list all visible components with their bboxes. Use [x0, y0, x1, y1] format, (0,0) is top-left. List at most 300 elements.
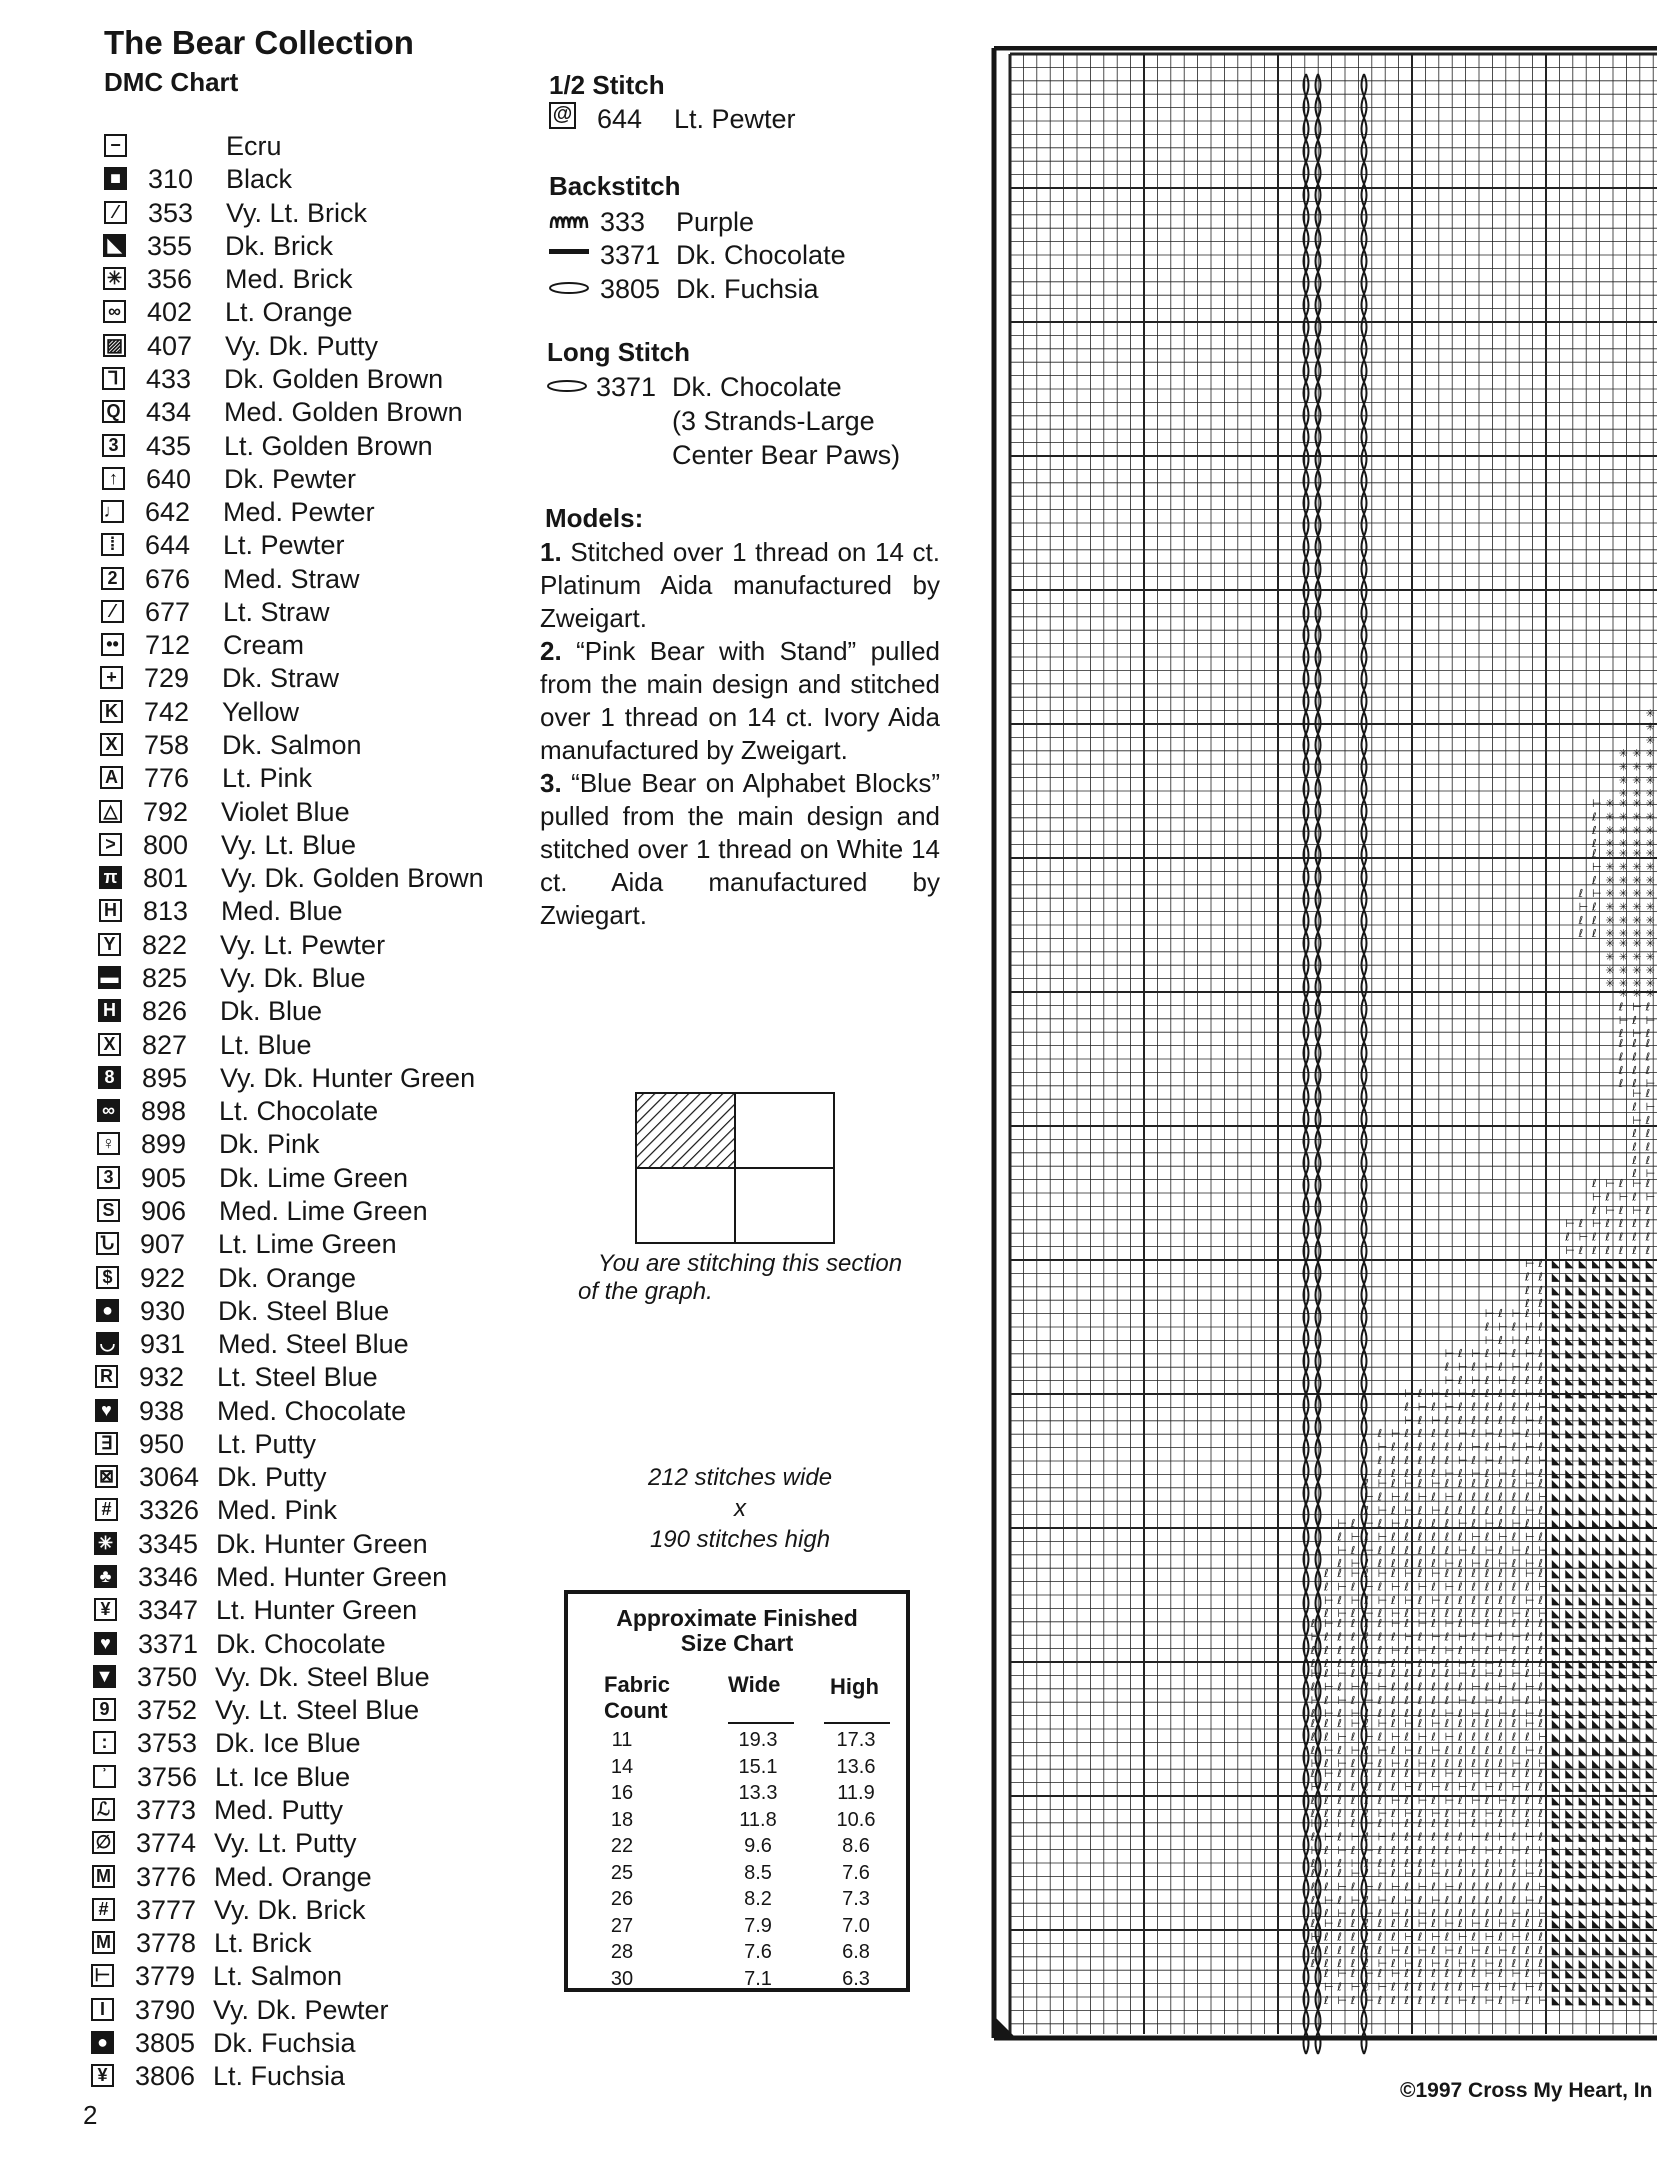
svg-text:ℓ: ℓ	[1404, 1580, 1409, 1594]
svg-text:ℓ: ℓ	[1618, 1077, 1624, 1091]
svg-text:⊢: ⊢	[1538, 1333, 1548, 1347]
svg-text:ℓ: ℓ	[1391, 1767, 1396, 1780]
svg-text:◣: ◣	[1565, 1617, 1574, 1630]
wavy-line-icon	[549, 210, 593, 234]
svg-text:ℓ: ℓ	[1511, 1767, 1517, 1780]
svg-text:⊢: ⊢	[1525, 1830, 1535, 1844]
svg-text:ℓ: ℓ	[1498, 1957, 1503, 1971]
svg-text:⊢: ⊢	[1525, 1477, 1535, 1490]
svg-text:◣: ◣	[1618, 1643, 1628, 1657]
legend-symbol: Q	[102, 400, 125, 423]
svg-text:ℓ: ℓ	[1404, 1907, 1409, 1921]
svg-text:◣: ◣	[1605, 1543, 1614, 1557]
svg-text:ℓ: ℓ	[1458, 1503, 1463, 1517]
svg-text:◣: ◣	[1592, 1743, 1601, 1757]
svg-text:ℓ: ℓ	[1377, 1643, 1383, 1657]
svg-text:⊢: ⊢	[1458, 1693, 1468, 1707]
svg-text:ℓ: ℓ	[1498, 1780, 1503, 1794]
svg-text:ℓ: ℓ	[1498, 1693, 1503, 1707]
svg-text:◣: ◣	[1605, 1490, 1614, 1504]
svg-text:◣: ◣	[1645, 1467, 1655, 1481]
svg-text:ℓ: ℓ	[1324, 1667, 1329, 1680]
model-item: 1. Stitched over 1 thread on 14 ct. Platinum Aida manufactured by Zweigart.	[540, 537, 940, 633]
svg-text:✳: ✳	[1645, 937, 1655, 950]
svg-text:ℓ: ℓ	[1484, 1893, 1490, 1907]
svg-text:ℓ: ℓ	[1538, 1503, 1543, 1517]
svg-text:ℓ: ℓ	[1444, 1517, 1450, 1530]
legend-color-name: Lt. Orange	[225, 297, 353, 328]
svg-text:ℓ: ℓ	[1484, 1880, 1490, 1894]
svg-text:ℓ: ℓ	[1471, 1843, 1476, 1857]
svg-text:⊢: ⊢	[1471, 1793, 1481, 1807]
svg-text:ℓ: ℓ	[1618, 1063, 1624, 1077]
svg-text:◣: ◣	[1592, 1400, 1601, 1414]
svg-text:ℓ: ℓ	[1377, 1427, 1383, 1440]
legend-symbol: ♥	[95, 1399, 118, 1422]
svg-text:◣: ◣	[1632, 1347, 1641, 1360]
svg-text:◣: ◣	[1592, 1643, 1601, 1657]
svg-text:◣: ◣	[1551, 1580, 1561, 1594]
svg-text:ℓ: ℓ	[1538, 1557, 1543, 1571]
svg-text:◣: ◣	[1605, 1880, 1614, 1894]
svg-text:✳: ✳	[1618, 810, 1629, 824]
svg-text:ℓ: ℓ	[1484, 1717, 1490, 1730]
svg-text:ℓ: ℓ	[1471, 1453, 1476, 1467]
svg-text:⊢: ⊢	[1458, 1517, 1468, 1530]
svg-text:◣: ◣	[1565, 1857, 1574, 1871]
svg-text:⊢: ⊢	[1538, 1667, 1548, 1680]
svg-text:ℓ: ℓ	[1484, 1857, 1490, 1871]
svg-text:◣: ◣	[1578, 1657, 1588, 1671]
svg-text:◣: ◣	[1605, 1557, 1614, 1571]
svg-text:ℓ: ℓ	[1377, 1780, 1383, 1794]
model-item: 3. “Blue Bear on Alphabet Blocks” pulled from the main design and stitched over 1 thread on White 14 ct. Aida manufactured by Zwiegart.	[540, 768, 940, 930]
svg-text:ℓ: ℓ	[1511, 1793, 1517, 1807]
svg-text:⊢: ⊢	[1417, 1580, 1428, 1594]
svg-text:ℓ: ℓ	[1645, 1140, 1651, 1154]
svg-text:◣: ◣	[1551, 1980, 1561, 1994]
svg-text:ℓ: ℓ	[1417, 1630, 1423, 1644]
svg-text:ℓ: ℓ	[1484, 1593, 1490, 1607]
svg-text:⊢: ⊢	[1525, 1257, 1535, 1270]
page-title: The Bear Collection	[104, 24, 414, 61]
wide-cell: 9.6	[744, 1835, 772, 1857]
svg-text:⊢: ⊢	[1471, 1467, 1481, 1481]
legend-symbol: X	[98, 1033, 121, 1056]
high-cell: 6.3	[842, 1967, 870, 1990]
svg-text:ℓ: ℓ	[1525, 1943, 1530, 1957]
svg-text:◣: ◣	[1618, 1893, 1628, 1907]
svg-text:ℓ: ℓ	[1538, 1347, 1543, 1360]
legend-color-name: Lt. Blue	[220, 1029, 312, 1060]
svg-text:◣: ◣	[1632, 1607, 1641, 1621]
svg-text:ℓ: ℓ	[1618, 1050, 1624, 1064]
svg-text:✳: ✳	[1632, 787, 1642, 801]
svg-text:⊢: ⊢	[1404, 1503, 1414, 1517]
svg-text:◣: ◣	[1592, 1517, 1601, 1530]
svg-text:◣: ◣	[1618, 1503, 1628, 1517]
svg-text:◣: ◣	[1592, 1630, 1601, 1644]
high-cell: 10.6	[836, 1808, 876, 1831]
svg-text:◣: ◣	[1632, 1477, 1641, 1490]
legend-color-name: Vy. Dk. Steel Blue	[215, 1661, 430, 1692]
svg-text:⊢: ⊢	[1364, 1667, 1374, 1680]
svg-text:ℓ: ℓ	[1538, 1957, 1543, 1971]
svg-text:ℓ: ℓ	[1324, 1757, 1329, 1771]
svg-text:◣: ◣	[1592, 1693, 1601, 1707]
legend-symbol: ∅	[92, 1831, 115, 1854]
svg-text:ℓ: ℓ	[1444, 1680, 1450, 1694]
svg-text:ℓ: ℓ	[1511, 1440, 1517, 1454]
svg-text:ℓ: ℓ	[1511, 1643, 1517, 1657]
svg-text:◣: ◣	[1618, 1757, 1628, 1771]
svg-text:◣: ◣	[1632, 1630, 1641, 1644]
svg-text:ℓ: ℓ	[1471, 1807, 1476, 1821]
svg-text:ℓ: ℓ	[1498, 1630, 1503, 1644]
svg-text:✳: ✳	[1632, 963, 1642, 977]
svg-text:◣: ◣	[1592, 1943, 1601, 1957]
svg-text:ℓ: ℓ	[1592, 1203, 1597, 1217]
svg-text:◣: ◣	[1578, 1930, 1588, 1944]
svg-text:◣: ◣	[1645, 1780, 1655, 1794]
legend-color-name: Dk. Steel Blue	[218, 1295, 390, 1326]
svg-text:⊢: ⊢	[1431, 1387, 1441, 1400]
svg-text:◣: ◣	[1632, 1917, 1641, 1930]
svg-text:✳: ✳	[1632, 913, 1642, 927]
svg-text:⊢: ⊢	[1417, 1907, 1428, 1921]
svg-text:⊢: ⊢	[1645, 1167, 1656, 1181]
svg-text:◣: ◣	[1578, 1567, 1588, 1580]
svg-text:⊢: ⊢	[1538, 1543, 1548, 1557]
svg-text:✳: ✳	[1618, 913, 1629, 927]
svg-text:ℓ: ℓ	[1458, 1567, 1463, 1580]
svg-text:ℓ: ℓ	[1592, 810, 1597, 824]
svg-text:◣: ◣	[1551, 1440, 1561, 1454]
svg-text:ℓ: ℓ	[1444, 1757, 1450, 1771]
svg-text:ℓ: ℓ	[1525, 1360, 1530, 1374]
svg-text:ℓ: ℓ	[1431, 1643, 1436, 1657]
svg-text:ℓ: ℓ	[1364, 1743, 1369, 1757]
svg-text:ℓ: ℓ	[1337, 1657, 1342, 1671]
svg-text:◣: ◣	[1605, 1333, 1614, 1347]
svg-text:ℓ: ℓ	[1417, 1503, 1423, 1517]
svg-text:⊢: ⊢	[1431, 1503, 1441, 1517]
svg-text:ℓ: ℓ	[1538, 1917, 1543, 1930]
svg-text:ℓ: ℓ	[1324, 1567, 1329, 1580]
svg-text:ℓ: ℓ	[1391, 1693, 1396, 1707]
svg-text:◣: ◣	[1578, 1373, 1588, 1387]
svg-text:⊢: ⊢	[1404, 1780, 1414, 1794]
svg-text:⊢: ⊢	[1350, 1980, 1361, 1994]
svg-text:◣: ◣	[1551, 1867, 1561, 1880]
svg-text:◣: ◣	[1578, 1530, 1588, 1544]
svg-text:ℓ: ℓ	[1471, 1667, 1476, 1680]
svg-text:ℓ: ℓ	[1471, 1907, 1476, 1921]
svg-text:◣: ◣	[1578, 1717, 1588, 1730]
svg-text:◣: ◣	[1592, 1957, 1601, 1971]
svg-text:◣: ◣	[1551, 1530, 1561, 1544]
svg-text:◣: ◣	[1578, 1993, 1588, 2007]
svg-text:✳: ✳	[1645, 760, 1655, 774]
svg-text:ℓ: ℓ	[1645, 1177, 1651, 1190]
svg-text:◣: ◣	[1618, 1453, 1628, 1467]
svg-text:ℓ: ℓ	[1337, 1793, 1342, 1807]
svg-text:◣: ◣	[1645, 1957, 1655, 1971]
svg-text:◣: ◣	[1632, 1743, 1641, 1757]
svg-text:⊢: ⊢	[1417, 1607, 1428, 1621]
svg-text:ℓ: ℓ	[1538, 1387, 1543, 1400]
svg-text:⊢: ⊢	[1391, 1490, 1401, 1504]
svg-text:✳: ✳	[1605, 837, 1615, 851]
svg-text:⊢: ⊢	[1444, 1857, 1455, 1871]
svg-text:ℓ: ℓ	[1417, 1817, 1423, 1830]
svg-text:◣: ◣	[1645, 1270, 1655, 1284]
svg-text:◣: ◣	[1578, 1607, 1588, 1621]
svg-text:ℓ: ℓ	[1511, 1680, 1517, 1694]
svg-text:ℓ: ℓ	[1444, 1657, 1450, 1671]
svg-text:ℓ: ℓ	[1444, 1907, 1450, 1921]
svg-text:ℓ: ℓ	[1364, 1893, 1369, 1907]
svg-text:◣: ◣	[1592, 1477, 1601, 1490]
svg-text:◣: ◣	[1645, 1893, 1655, 1907]
svg-text:⊢: ⊢	[1484, 1780, 1495, 1794]
svg-text:◣: ◣	[1645, 1360, 1655, 1374]
svg-text:◣: ◣	[1618, 1980, 1628, 1994]
svg-text:ℓ: ℓ	[1618, 1230, 1624, 1244]
svg-text:⊢: ⊢	[1458, 1427, 1468, 1440]
svg-text:✳: ✳	[1605, 900, 1615, 914]
svg-text:ℓ: ℓ	[1618, 1243, 1624, 1257]
svg-text:◣: ◣	[1565, 1993, 1574, 2007]
svg-text:◣: ◣	[1618, 1707, 1628, 1721]
svg-text:ℓ: ℓ	[1498, 1743, 1503, 1757]
legend-color-name: Dk. Ice Blue	[215, 1728, 361, 1759]
svg-text:◣: ◣	[1592, 1930, 1601, 1944]
svg-text:⊢: ⊢	[1471, 1680, 1481, 1694]
svg-text:⊢: ⊢	[1310, 1817, 1321, 1830]
svg-text:ℓ: ℓ	[1484, 1917, 1490, 1930]
svg-text:◣: ◣	[1578, 1440, 1588, 1454]
svg-text:ℓ: ℓ	[1444, 1453, 1450, 1467]
svg-text:◣: ◣	[1565, 1830, 1574, 1844]
models-list	[540, 536, 940, 932]
svg-text:◣: ◣	[1645, 1593, 1655, 1607]
svg-text:⊢: ⊢	[1458, 1807, 1468, 1821]
legend-color-name: Med. Lime Green	[219, 1195, 428, 1226]
svg-text:◣: ◣	[1565, 1557, 1574, 1571]
svg-text:ℓ: ℓ	[1565, 1230, 1570, 1244]
fabric-count-cell: 18	[610, 1808, 634, 1831]
svg-text:⊢: ⊢	[1444, 1767, 1455, 1780]
svg-text:ℓ: ℓ	[1417, 1743, 1423, 1757]
svg-text:◣: ◣	[1618, 1320, 1628, 1334]
svg-text:◣: ◣	[1551, 1830, 1561, 1844]
svg-text:◣: ◣	[1645, 1717, 1655, 1730]
legend-color-name: Yellow	[222, 696, 300, 727]
svg-text:ℓ: ℓ	[1431, 1907, 1436, 1921]
svg-text:ℓ: ℓ	[1337, 1807, 1342, 1821]
svg-text:◣: ◣	[1592, 1440, 1601, 1454]
svg-text:◣: ◣	[1645, 1907, 1655, 1921]
legend-color-name: Vy. Dk. Pewter	[213, 1994, 389, 2025]
svg-text:✳: ✳	[1645, 707, 1655, 720]
svg-text:ℓ: ℓ	[1391, 1593, 1396, 1607]
svg-text:ℓ: ℓ	[1391, 1843, 1396, 1857]
legend-symbol: ◣	[103, 234, 126, 257]
svg-text:ℓ: ℓ	[1538, 1413, 1543, 1427]
svg-text:ℓ: ℓ	[1511, 1477, 1517, 1490]
svg-text:ℓ: ℓ	[1324, 1943, 1329, 1957]
svg-text:ℓ: ℓ	[1578, 1243, 1584, 1257]
legend-number: 3774	[136, 1828, 197, 1859]
svg-text:⊢: ⊢	[1592, 860, 1602, 874]
svg-text:ℓ: ℓ	[1324, 1693, 1329, 1707]
svg-text:◣: ◣	[1632, 1257, 1641, 1270]
legend-symbol: I	[91, 1998, 114, 2021]
svg-text:⊢: ⊢	[1417, 1793, 1428, 1807]
svg-text:◣: ◣	[1565, 1630, 1574, 1644]
highlighted-section	[636, 1093, 734, 1167]
svg-text:ℓ: ℓ	[1525, 1617, 1530, 1630]
svg-text:✳: ✳	[1618, 847, 1629, 860]
legend-number: 407	[147, 330, 193, 361]
svg-text:ℓ: ℓ	[1337, 1593, 1342, 1607]
svg-text:◣: ◣	[1551, 1593, 1561, 1607]
svg-text:ℓ: ℓ	[1310, 1707, 1316, 1721]
svg-text:⊢: ⊢	[1645, 1100, 1656, 1114]
svg-text:⊢: ⊢	[1645, 1077, 1656, 1091]
svg-text:ℓ: ℓ	[1364, 1657, 1369, 1671]
svg-text:◣: ◣	[1632, 1400, 1641, 1414]
svg-text:◣: ◣	[1565, 1453, 1574, 1467]
svg-text:ℓ: ℓ	[1618, 1027, 1624, 1041]
svg-text:ℓ: ℓ	[1310, 1880, 1316, 1894]
svg-text:◣: ◣	[1578, 1817, 1588, 1830]
svg-text:◣: ◣	[1592, 1257, 1601, 1270]
svg-text:⊢: ⊢	[1337, 1907, 1347, 1921]
svg-text:ℓ: ℓ	[1632, 1013, 1637, 1027]
svg-text:⊢: ⊢	[1484, 1807, 1495, 1821]
svg-text:⊢: ⊢	[1444, 1707, 1455, 1721]
svg-text:ℓ: ℓ	[1498, 1307, 1503, 1320]
svg-text:◣: ◣	[1592, 1593, 1601, 1607]
svg-text:◣: ◣	[1551, 1307, 1561, 1320]
svg-text:⊢: ⊢	[1417, 1730, 1428, 1744]
svg-text:⊢: ⊢	[1565, 1217, 1575, 1230]
svg-text:◣: ◣	[1618, 1283, 1628, 1297]
svg-text:ℓ: ℓ	[1592, 900, 1597, 914]
svg-text:ℓ: ℓ	[1417, 1440, 1423, 1454]
legend-symbol: 8	[98, 1066, 121, 1089]
wide-cell: 19.3	[738, 1729, 778, 1751]
size-chart-row	[568, 1729, 906, 1756]
legend-symbol: ∞	[103, 300, 126, 323]
svg-text:◣: ◣	[1578, 1400, 1588, 1414]
svg-text:⊢: ⊢	[1525, 1980, 1535, 1994]
svg-text:◣: ◣	[1618, 1807, 1628, 1821]
svg-text:ℓ: ℓ	[1377, 1607, 1383, 1621]
legend-color-name: Cream	[223, 630, 305, 661]
svg-text:ℓ: ℓ	[1458, 1907, 1463, 1921]
svg-text:◣: ◣	[1645, 1830, 1655, 1844]
svg-text:◣: ◣	[1565, 1467, 1574, 1481]
svg-text:⊢: ⊢	[1350, 1867, 1361, 1880]
svg-text:◣: ◣	[1592, 1817, 1601, 1830]
svg-text:◣: ◣	[1618, 1347, 1628, 1360]
svg-text:ℓ: ℓ	[1538, 1467, 1543, 1481]
svg-text:ℓ: ℓ	[1511, 1320, 1517, 1334]
legend-color-name: Med. Golden Brown	[224, 397, 463, 428]
svg-text:◣: ◣	[1632, 1867, 1641, 1880]
legend-color-name: Dk. Salmon	[222, 730, 362, 761]
svg-text:ℓ: ℓ	[1484, 1347, 1490, 1360]
svg-text:◣: ◣	[1565, 1957, 1574, 1971]
svg-text:ℓ: ℓ	[1498, 1867, 1503, 1880]
legend-symbol: ♣	[94, 1565, 117, 1588]
svg-text:ℓ: ℓ	[1417, 1680, 1423, 1694]
svg-text:⊢: ⊢	[1431, 1593, 1441, 1607]
svg-text:⊢: ⊢	[1458, 1957, 1468, 1971]
svg-text:⊢: ⊢	[1391, 1943, 1401, 1957]
svg-text:◣: ◣	[1632, 1967, 1641, 1980]
svg-text:◣: ◣	[1551, 1930, 1561, 1944]
svg-text:ℓ: ℓ	[1337, 1857, 1342, 1871]
svg-text:◣: ◣	[1645, 1453, 1655, 1467]
svg-text:ℓ: ℓ	[1377, 1967, 1383, 1980]
svg-text:ℓ: ℓ	[1431, 1467, 1436, 1481]
svg-text:⊢: ⊢	[1310, 1907, 1321, 1921]
svg-text:ℓ: ℓ	[1324, 1993, 1329, 2007]
svg-text:ℓ: ℓ	[1618, 1037, 1624, 1050]
svg-text:ℓ: ℓ	[1391, 1893, 1396, 1907]
svg-text:◣: ◣	[1565, 1917, 1574, 1930]
svg-text:⊢: ⊢	[1350, 1830, 1361, 1844]
size-chart-row	[568, 1809, 906, 1836]
svg-text:⊢: ⊢	[1444, 1400, 1455, 1414]
svg-text:ℓ: ℓ	[1417, 1477, 1423, 1490]
legend-symbol: ●	[91, 2031, 114, 2054]
svg-text:ℓ: ℓ	[1525, 1780, 1530, 1794]
svg-text:ℓ: ℓ	[1484, 1530, 1490, 1544]
svg-text:ℓ: ℓ	[1458, 1867, 1463, 1880]
svg-text:ℓ: ℓ	[1538, 1320, 1543, 1334]
svg-text:ℓ: ℓ	[1431, 1667, 1436, 1680]
svg-text:ℓ: ℓ	[1431, 1880, 1436, 1894]
svg-text:✳: ✳	[1632, 900, 1642, 914]
svg-text:◣: ◣	[1565, 1767, 1574, 1780]
svg-text:◣: ◣	[1592, 1917, 1601, 1930]
svg-text:⊢: ⊢	[1605, 1177, 1615, 1190]
half-stitch-number: 644	[597, 104, 643, 134]
svg-text:ℓ: ℓ	[1350, 1930, 1356, 1944]
svg-text:✳: ✳	[1618, 987, 1629, 1000]
svg-text:⊢: ⊢	[1404, 1807, 1414, 1821]
svg-text:◣: ◣	[1605, 1297, 1614, 1311]
svg-text:⊢: ⊢	[1377, 1530, 1388, 1544]
svg-text:⊢: ⊢	[1431, 1893, 1441, 1907]
svg-text:ℓ: ℓ	[1404, 1943, 1409, 1957]
svg-text:◣: ◣	[1551, 1320, 1561, 1334]
svg-text:◣: ◣	[1565, 1780, 1574, 1794]
legend-color-name: Dk. Pewter	[224, 463, 357, 494]
long-stitch-heading: Long Stitch	[547, 337, 690, 367]
size-chart-row	[568, 1915, 906, 1942]
svg-text:⊢: ⊢	[1632, 1177, 1642, 1190]
legend-symbol: ⊢	[91, 1964, 114, 1987]
svg-text:◣: ◣	[1618, 1880, 1628, 1894]
legend-symbol: M	[92, 1865, 115, 1888]
svg-text:ℓ: ℓ	[1458, 1607, 1463, 1621]
